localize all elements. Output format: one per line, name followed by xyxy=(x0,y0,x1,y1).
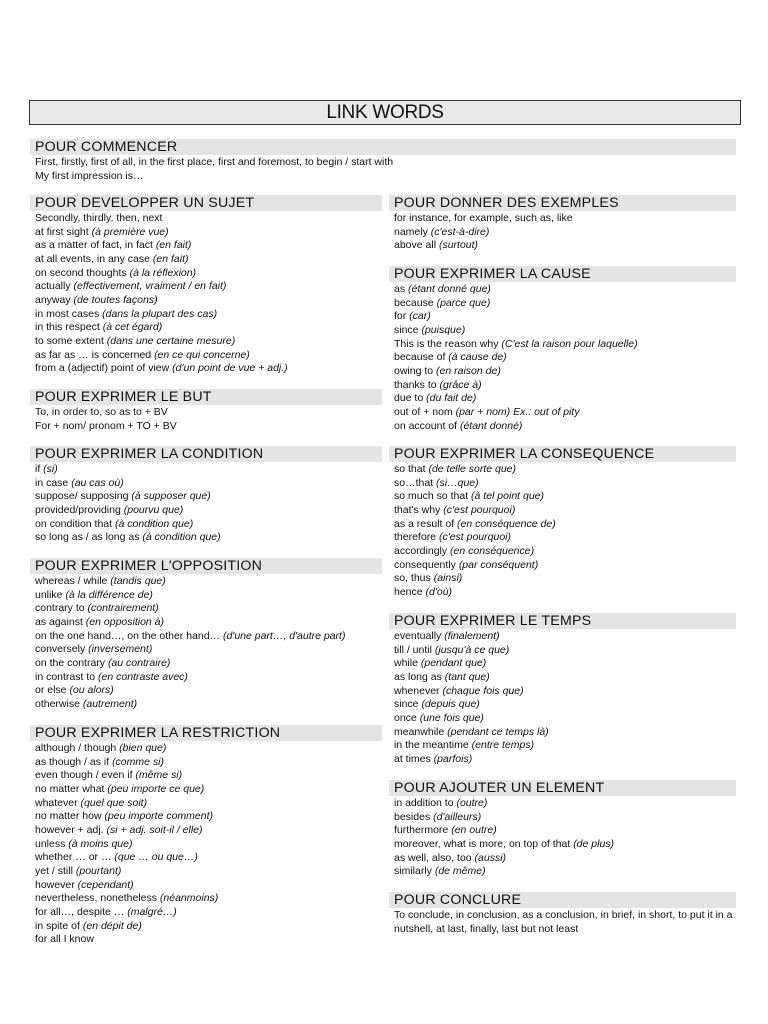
list-item xyxy=(35,742,382,756)
list-item xyxy=(35,892,382,906)
expression-text: in the meantime xyxy=(394,739,469,752)
expression-text: at first sight xyxy=(35,225,89,238)
list-item xyxy=(35,504,382,518)
list-item xyxy=(394,657,736,671)
list-item xyxy=(394,559,736,573)
translation-text: (à la différence de) xyxy=(65,588,153,601)
expression-text: accordingly xyxy=(394,544,448,557)
list-item xyxy=(35,838,382,852)
list-item xyxy=(35,490,382,504)
list-item xyxy=(35,321,382,335)
expression-text: in spite of xyxy=(35,919,80,932)
section-opposition xyxy=(30,558,382,712)
translation-text: (puisque) xyxy=(421,323,466,336)
translation-text: (à moins que) xyxy=(68,837,133,850)
list-item xyxy=(394,365,736,379)
translation-text: (pourtant) xyxy=(75,864,122,877)
translation-text: (d'un point de vue + adj.) xyxy=(172,362,288,375)
translation-text: (dans la plupart des cas) xyxy=(102,307,218,320)
expression-text: once xyxy=(394,711,417,724)
list-item xyxy=(394,586,736,600)
list-item xyxy=(35,226,382,240)
section-condition xyxy=(30,446,382,545)
translation-text: (pendant ce temps là) xyxy=(447,725,549,738)
section-commencer xyxy=(30,139,736,183)
list-item xyxy=(394,420,736,434)
list-item xyxy=(35,783,382,797)
page-title: LINK WORDS xyxy=(326,101,444,123)
translation-text: (c'est pourquoi) xyxy=(438,531,511,544)
section-lines xyxy=(389,908,736,936)
list-item xyxy=(394,685,736,699)
translation-text: (malgré…) xyxy=(127,905,177,918)
list-item xyxy=(35,170,736,184)
section-consequence xyxy=(389,446,736,600)
expression-text: above all xyxy=(394,239,437,252)
list-item xyxy=(394,852,736,866)
expression-text: yet / still xyxy=(35,864,73,877)
list-item xyxy=(394,630,736,644)
translation-text: (outre) xyxy=(456,797,488,809)
expression-text: for all…, despite … xyxy=(35,905,125,918)
translation-text: (surtout) xyxy=(438,239,479,252)
expression-text: so that xyxy=(394,463,426,475)
list-item xyxy=(35,294,382,308)
expression-text: as though / as if xyxy=(35,755,110,768)
expression-text: because xyxy=(394,296,434,309)
expression-text: To conclude, in conclusion, as a conclusion, in brief, in short, to put it in a nutshell, at last, finally, last but not least xyxy=(394,909,733,935)
translation-text: (à condition que) xyxy=(114,517,194,530)
list-item xyxy=(394,477,736,491)
list-item xyxy=(394,324,736,338)
list-item xyxy=(35,308,382,322)
translation-text: (cependant) xyxy=(77,878,134,891)
expression-text: provided/providing xyxy=(35,503,121,516)
translation-text: (en ce qui concerne) xyxy=(154,348,250,361)
list-item xyxy=(394,698,736,712)
list-item xyxy=(35,698,382,712)
list-item xyxy=(35,851,382,865)
expression-text: contrary to xyxy=(35,602,85,615)
translation-text: (comme si) xyxy=(112,755,164,768)
expression-text: My first impression is… xyxy=(35,169,144,182)
expression-text: whereas / while xyxy=(35,575,108,587)
translation-text: (en outre) xyxy=(451,824,497,837)
list-item xyxy=(35,362,382,376)
list-item xyxy=(35,630,382,644)
section-heading: POUR EXPRIMER LA CONDITION xyxy=(30,446,382,462)
list-item xyxy=(394,838,736,852)
translation-text: (pourvu que) xyxy=(123,503,184,516)
list-item xyxy=(35,335,382,349)
list-item xyxy=(35,824,382,838)
expression-text: till / until xyxy=(394,643,432,656)
section-heading: POUR EXPRIMER LE BUT xyxy=(30,389,382,405)
list-item xyxy=(394,753,736,767)
list-item xyxy=(35,349,382,363)
list-item xyxy=(394,726,736,740)
expression-text: in case xyxy=(35,476,69,489)
translation-text: (en dépit de) xyxy=(82,919,142,932)
translation-text: (si…que) xyxy=(436,476,479,489)
section-cause xyxy=(389,266,736,433)
translation-text: (inversement) xyxy=(88,643,153,656)
expression-text: on account of xyxy=(394,419,458,432)
expression-text: that's why xyxy=(394,503,441,516)
translation-text: (contrairement) xyxy=(87,602,159,615)
expression-text: on condition that xyxy=(35,517,113,530)
translation-text: (parfois) xyxy=(433,752,473,765)
expression-text: suppose/ supposing xyxy=(35,490,129,503)
section-conclure xyxy=(389,892,736,936)
expression-text: in most cases xyxy=(35,307,100,320)
expression-text: even though / even if xyxy=(35,769,133,782)
section-heading: POUR EXPRIMER LA CONSEQUENCE xyxy=(389,446,736,462)
expression-text: furthermore xyxy=(394,824,449,837)
expression-text: if xyxy=(35,463,41,475)
list-item xyxy=(394,338,736,352)
list-item xyxy=(394,671,736,685)
expression-text: moreover, what is more, on top of that xyxy=(394,837,571,850)
expression-text: whether … or … xyxy=(35,851,112,864)
list-item xyxy=(394,212,736,226)
list-item xyxy=(35,769,382,783)
expression-text: For + nom/ pronom + TO + BV xyxy=(35,419,177,432)
expression-text: at times xyxy=(394,752,431,765)
translation-text: (pendant que) xyxy=(420,657,487,670)
translation-text: (à première vue) xyxy=(91,225,169,238)
translation-text: (d'où) xyxy=(425,585,453,598)
expression-text: as against xyxy=(35,615,83,628)
list-item xyxy=(35,933,382,947)
section-lines xyxy=(30,741,382,947)
list-item xyxy=(394,406,736,420)
section-heading: POUR EXPRIMER LE TEMPS xyxy=(389,613,736,629)
expression-text: in addition to xyxy=(394,797,454,809)
translation-text: (jusqu'à ce que) xyxy=(434,643,510,656)
translation-text: (ou alors) xyxy=(69,684,114,697)
list-item xyxy=(35,657,382,671)
list-item xyxy=(394,811,736,825)
section-lines xyxy=(389,629,736,767)
translation-text: (tant que) xyxy=(444,670,490,683)
expression-text: as a matter of fact, in fact xyxy=(35,239,153,252)
expression-text: as a result of xyxy=(394,517,455,530)
section-lines xyxy=(30,155,736,183)
list-item xyxy=(394,739,736,753)
section-heading: POUR CONCLURE xyxy=(389,892,736,908)
translation-text: (étant donné que) xyxy=(408,283,491,295)
list-item xyxy=(394,351,736,365)
translation-text: (au contraire) xyxy=(107,656,171,669)
translation-text: (à supposer que) xyxy=(131,490,211,503)
section-but xyxy=(30,389,382,433)
translation-text: (depuis que) xyxy=(421,698,480,711)
list-item xyxy=(394,572,736,586)
expression-text: To, in order to, so as to + BV xyxy=(35,406,168,418)
translation-text: (par + nom) Ex.: out of pity xyxy=(455,405,580,418)
expression-text: nevertheless, nonetheless xyxy=(35,892,157,905)
expression-text: at all events, in any case xyxy=(35,252,150,265)
translation-text: (finalement) xyxy=(444,630,500,642)
expression-text: for instance, for example, such as, like xyxy=(394,212,573,224)
translation-text: (en conséquence de) xyxy=(457,517,556,530)
list-item xyxy=(394,644,736,658)
expression-text: similarly xyxy=(394,865,432,878)
list-item xyxy=(35,575,382,589)
list-item xyxy=(394,379,736,393)
translation-text: (au cas où) xyxy=(71,476,124,489)
list-item xyxy=(35,756,382,770)
list-item xyxy=(35,616,382,630)
section-restriction xyxy=(30,725,382,947)
expression-text: in this respect xyxy=(35,321,100,334)
section-exemples xyxy=(389,195,736,253)
section-heading: POUR COMMENCER xyxy=(30,139,736,155)
list-item xyxy=(35,906,382,920)
translation-text: (quel que soit) xyxy=(80,796,148,809)
translation-text: (en fait) xyxy=(155,239,192,252)
translation-text: (C'est la raison pour laquelle) xyxy=(501,337,638,350)
expression-text: so much so that xyxy=(394,490,469,503)
translation-text: (en conséquence) xyxy=(450,544,535,557)
expression-text: so…that xyxy=(394,476,434,489)
translation-text: (entre temps) xyxy=(471,739,535,752)
translation-text: (même si) xyxy=(135,769,183,782)
expression-text: actually xyxy=(35,280,71,293)
section-heading: POUR EXPRIMER L'OPPOSITION xyxy=(30,558,382,574)
section-ajouter xyxy=(389,780,736,879)
expression-text: although / though xyxy=(35,742,117,754)
list-item xyxy=(35,420,382,434)
list-item xyxy=(35,671,382,685)
translation-text: (peu importe ce que) xyxy=(107,782,205,795)
expression-text: besides xyxy=(394,810,431,823)
translation-text: (à cet égard) xyxy=(102,321,163,334)
translation-text: (de toutes façons) xyxy=(73,293,158,306)
expression-text: whatever xyxy=(35,796,78,809)
list-item xyxy=(394,297,736,311)
list-item xyxy=(35,280,382,294)
expression-text: however + adj. xyxy=(35,823,104,836)
expression-text: on the contrary xyxy=(35,656,106,669)
expression-text: however xyxy=(35,878,75,891)
list-item xyxy=(394,392,736,406)
section-lines xyxy=(389,211,736,253)
expression-text: consequently xyxy=(394,558,456,571)
page-title-box xyxy=(29,100,741,125)
expression-text: therefore xyxy=(394,531,437,544)
expression-text: out of + nom xyxy=(394,405,453,418)
list-item xyxy=(35,589,382,603)
section-heading: POUR DEVELOPPER UN SUJET xyxy=(30,195,382,211)
translation-text: (si) xyxy=(43,463,58,475)
list-item xyxy=(394,283,736,297)
translation-text: (de telle sorte que) xyxy=(428,463,517,475)
expression-text: so, thus xyxy=(394,572,431,585)
translation-text: (en raison de) xyxy=(436,364,501,377)
translation-text: (ainsi) xyxy=(433,572,463,585)
translation-text: (en opposition à) xyxy=(85,615,165,628)
expression-text: meanwhile xyxy=(394,725,445,738)
expression-text: thanks to xyxy=(394,378,437,391)
translation-text: (c'est pourquoi) xyxy=(443,503,516,516)
expression-text: as far as … is concerned xyxy=(35,348,152,361)
section-temps xyxy=(389,613,736,767)
translation-text: (néanmoins) xyxy=(159,892,219,905)
expression-text: whenever xyxy=(394,684,440,697)
translation-text: (de plus) xyxy=(573,837,615,850)
list-item xyxy=(35,865,382,879)
list-item xyxy=(35,406,382,420)
translation-text: (d'ailleurs) xyxy=(433,810,482,823)
section-lines xyxy=(30,462,382,545)
list-item xyxy=(394,239,736,253)
list-item xyxy=(35,797,382,811)
list-item xyxy=(35,602,382,616)
list-item xyxy=(394,909,736,936)
translation-text: (dans une certaine mesure) xyxy=(106,334,236,347)
section-heading: POUR AJOUTER UN ELEMENT xyxy=(389,780,736,796)
translation-text: (effectivement, vraiment / en fait) xyxy=(73,280,227,293)
expression-text: on second thoughts xyxy=(35,266,127,279)
expression-text: so long as / as long as xyxy=(35,531,140,544)
expression-text: unlike xyxy=(35,588,63,601)
list-item xyxy=(35,531,382,545)
translation-text: (si + adj. soit-il / elle) xyxy=(106,823,203,836)
translation-text: (c'est-à-dire) xyxy=(430,225,490,238)
translation-text: (de même) xyxy=(434,865,486,878)
translation-text: (une fois que) xyxy=(419,711,484,724)
expression-text: as well, also, too xyxy=(394,851,472,864)
translation-text: (chaque fois que) xyxy=(442,684,524,697)
list-item xyxy=(35,212,382,226)
list-item xyxy=(35,684,382,698)
list-item xyxy=(35,518,382,532)
section-heading: POUR EXPRIMER LA CAUSE xyxy=(389,266,736,282)
list-item xyxy=(35,267,382,281)
translation-text: (que … ou que…) xyxy=(114,851,198,864)
list-item xyxy=(394,310,736,324)
list-item xyxy=(35,239,382,253)
expression-text: eventually xyxy=(394,630,442,642)
expression-text: as long as xyxy=(394,670,442,683)
translation-text: (d'une part…, d'autre part) xyxy=(222,629,346,642)
list-item xyxy=(394,545,736,559)
translation-text: (du fait de) xyxy=(426,392,477,405)
expression-text: hence xyxy=(394,585,423,598)
list-item xyxy=(35,253,382,267)
list-item xyxy=(35,810,382,824)
expression-text: due to xyxy=(394,392,424,405)
translation-text: (en contraste avec) xyxy=(98,670,188,683)
list-item xyxy=(394,712,736,726)
translation-text: (autrement) xyxy=(82,697,138,710)
list-item xyxy=(394,518,736,532)
section-heading: POUR DONNER DES EXEMPLES xyxy=(389,195,736,211)
expression-text: otherwise xyxy=(35,697,80,710)
expression-text: because of xyxy=(394,351,446,364)
expression-text: in contrast to xyxy=(35,670,96,683)
expression-text: to some extent xyxy=(35,334,104,347)
expression-text: unless xyxy=(35,837,66,850)
section-lines xyxy=(389,796,736,879)
section-lines xyxy=(389,282,736,433)
expression-text: no matter how xyxy=(35,810,102,823)
section-developper xyxy=(30,195,382,376)
expression-text: from a (adjectif) point of view xyxy=(35,362,170,375)
translation-text: (à cause de) xyxy=(448,351,507,364)
expression-text: anyway xyxy=(35,293,71,306)
expression-text: while xyxy=(394,657,418,670)
translation-text: (car) xyxy=(409,310,431,323)
translation-text: (étant donné) xyxy=(459,419,523,432)
translation-text: (par conséquent) xyxy=(458,558,539,571)
list-item xyxy=(35,879,382,893)
list-item xyxy=(35,477,382,491)
list-item xyxy=(394,865,736,879)
translation-text: (bien que) xyxy=(119,742,167,754)
translation-text: (tandis que) xyxy=(110,575,166,587)
list-item xyxy=(35,920,382,934)
expression-text: or else xyxy=(35,684,67,697)
translation-text: (à condition que) xyxy=(142,531,221,544)
list-item xyxy=(394,463,736,477)
expression-text: This is the reason why xyxy=(394,337,499,350)
expression-text: on the one hand…, on the other hand… xyxy=(35,629,221,642)
expression-text: for all I know xyxy=(35,933,94,946)
translation-text: (grâce à) xyxy=(439,378,482,391)
translation-text: (en fait) xyxy=(152,252,189,265)
expression-text: for xyxy=(394,310,407,323)
list-item xyxy=(35,463,382,477)
translation-text: (aussi) xyxy=(474,851,507,864)
expression-text: no matter what xyxy=(35,782,105,795)
expression-text: owing to xyxy=(394,364,434,377)
list-item xyxy=(394,797,736,811)
translation-text: (à tel point que) xyxy=(471,490,545,503)
expression-text: First, firstly, first of all, in the first place, first and foremost, to begin / start with xyxy=(35,156,394,168)
list-item xyxy=(35,643,382,657)
expression-text: namely xyxy=(394,225,428,238)
translation-text: (parce que) xyxy=(436,296,491,309)
list-item xyxy=(394,504,736,518)
expression-text: conversely xyxy=(35,643,86,656)
expression-text: since xyxy=(394,698,419,711)
section-lines xyxy=(30,574,382,712)
expression-text: since xyxy=(394,323,419,336)
translation-text: (à la réflexion) xyxy=(129,266,197,279)
list-item xyxy=(35,156,736,170)
list-item xyxy=(394,531,736,545)
section-lines xyxy=(389,462,736,600)
list-item xyxy=(394,226,736,240)
expression-text: Secondly, thirdly, then, next xyxy=(35,212,163,224)
list-item xyxy=(394,824,736,838)
translation-text: (peu importe comment) xyxy=(104,810,214,823)
section-lines xyxy=(30,405,382,433)
expression-text: as xyxy=(394,283,406,295)
section-heading: POUR EXPRIMER LA RESTRICTION xyxy=(30,725,382,741)
list-item xyxy=(394,490,736,504)
section-lines xyxy=(30,211,382,376)
